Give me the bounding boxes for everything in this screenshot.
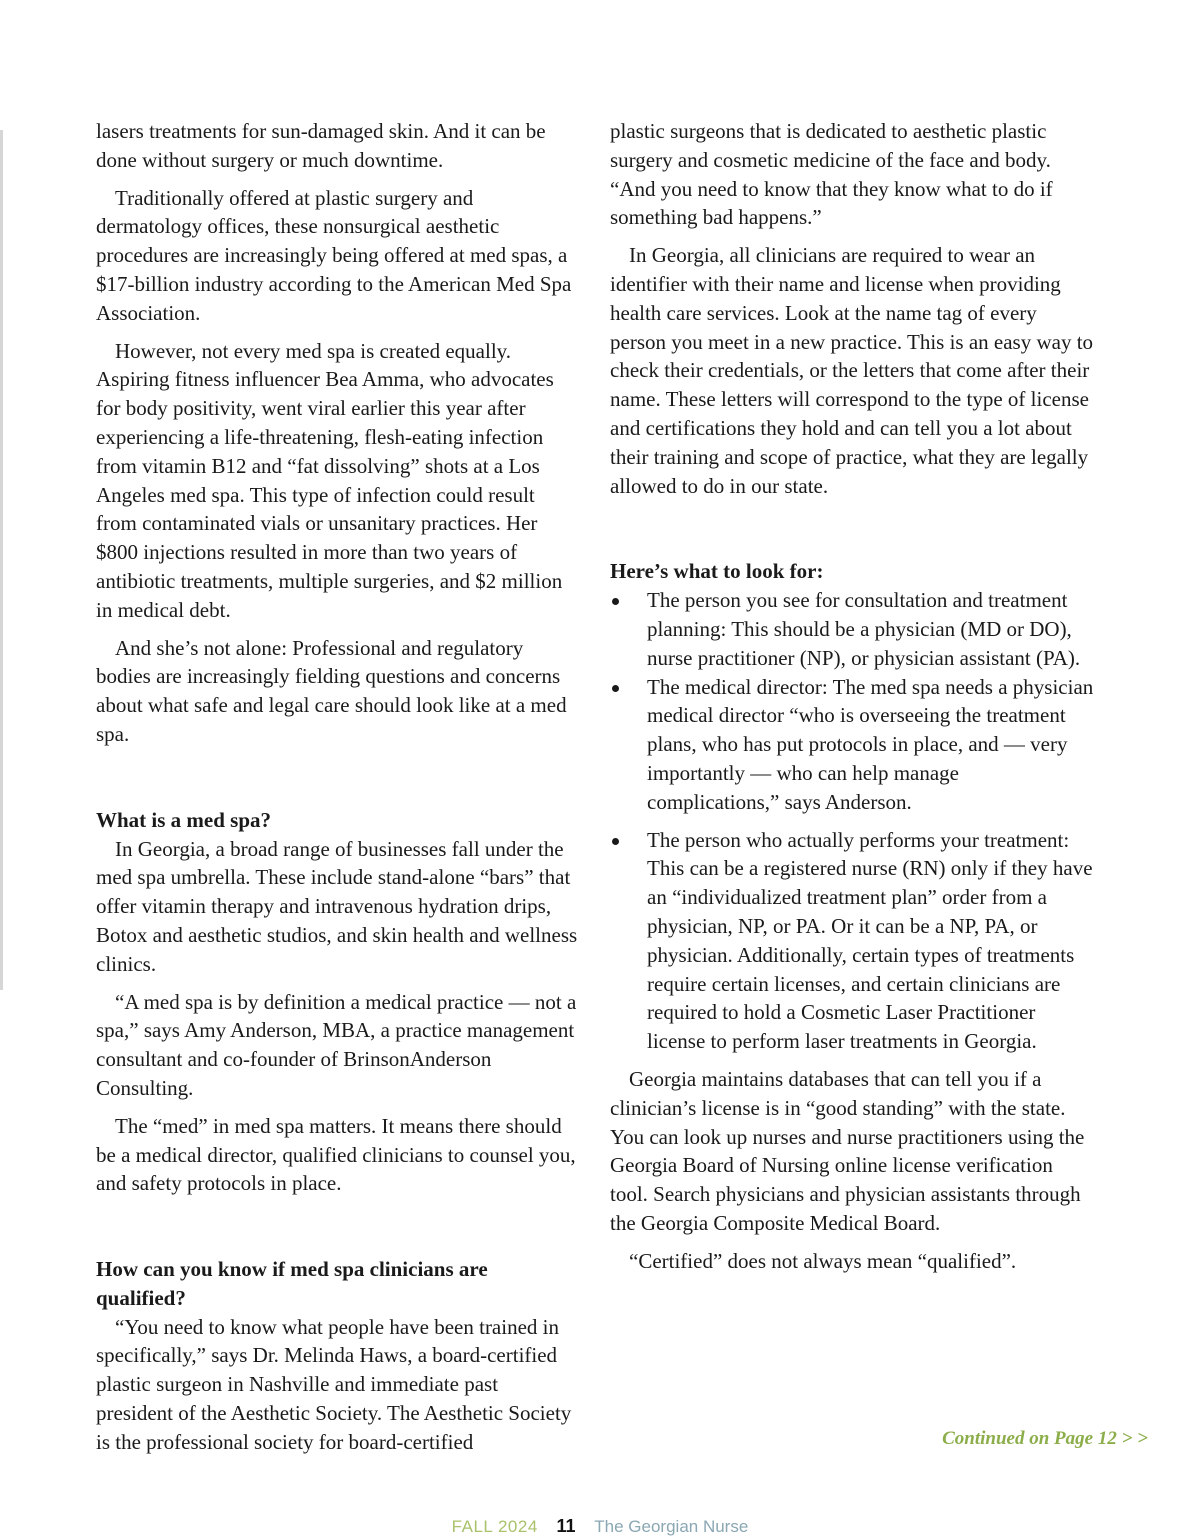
left-column <box>96 117 580 1466</box>
list-item <box>610 586 1094 672</box>
paragraph: Georgia maintains databases that can tell you if a clinician’s license is in “good standing” with the state. You can look up nurses and nurse practitioners using the Georgia Board of Nursing online license verification tool. Search physicians and physician assistants through the Georgia Composite Medical Board. <box>610 1066 1085 1235</box>
paragraph: And she’s not alone: Professional and regulatory bodies are increasingly fielding questions and concerns about what safe and legal care should look like at a med spa. <box>96 635 567 746</box>
paragraph: In Georgia, a broad range of businesses fall under the med spa umbrella. These include stand-alone “bars” that offer vitamin therapy and intravenous hydration drips, Botox and aesthetic studios, and skin health and wellness clinics. <box>96 836 578 976</box>
list-item-text: The person who actually performs your treatment: This can be a registered nurse (RN) only if they have an “individualized treatment plan” order from a physician, NP, or PA. Or it can be a NP, PA, or physician. Additionally, certain types of treatments require certain licenses, and certain clinicians are required to hold a Cosmetic Laser Practitioner license to perform laser treatments in Georgia. <box>647 827 1093 1054</box>
bullet-icon <box>612 685 619 692</box>
magazine-title: The Georgian Nurse <box>594 1517 749 1536</box>
checklist <box>610 586 1094 1056</box>
paragraph: “A med spa is by definition a medical practice — not a spa,” says Amy Anderson, MBA, a practice management consultant and co-founder of BrinsonAnderson Consulting. <box>96 989 577 1100</box>
footer-season: FALL 2024 <box>451 1517 538 1536</box>
page-number: 11 <box>556 1516 576 1536</box>
list-item <box>610 826 1094 1056</box>
section-gap <box>96 1207 580 1255</box>
section-gap <box>96 758 580 806</box>
paragraph: plastic surgeons that is dedicated to aesthetic plastic surgery and cosmetic medicine of the face and body. “And you need to know that they know what to do if something bad happens.” <box>610 119 1053 230</box>
section-gap <box>610 509 1094 557</box>
paragraph: The “med” in med spa matters. It means there should be a medical director, qualified clinicians to counsel you, and safety protocols in place. <box>96 1113 576 1196</box>
paragraph: However, not every med spa is created equally. Aspiring fitness influencer Bea Amma, who advocates for body positivity, went viral earlier this year after experiencing a life-threatening, flesh-eating infection from vitamin B12 and “fat dissolving” shots at a Los Angeles med spa. This type of infection could result from contaminated vials or unsanitary practices. Her $800 injections resulted in more than two years of antibiotic treatments, multiple surgeries, and $2 million in medical debt. <box>96 338 563 622</box>
section-heading: What is a med spa? <box>96 807 272 832</box>
paragraph: “Certified” does not always mean “qualified”. <box>629 1248 1017 1273</box>
bullet-icon <box>612 838 619 845</box>
list-item <box>610 673 1094 817</box>
section-heading: How can you know if med spa clinicians are qualified? <box>96 1257 488 1310</box>
paragraph: In Georgia, all clinicians are required to wear an identifier with their name and license when providing health care services. Look at the name tag of every person you meet in a new practice. This is an easy way to check their credentials, or the letters that come after their name. These letters will correspond to the type of license and certifications they hold and can tell you a lot about their training and scope of practice, what they are legally allowed to do in our state. <box>610 243 1094 498</box>
section-heading: Here’s what to look for: <box>610 559 824 584</box>
paragraph: “You need to know what people have been trained in specifically,” says Dr. Melinda Haws, a board-certified plastic surgeon in Nashville and immediate past president of the Aesthetic Society. The Aesthetic Society is the professional society for board-certified <box>96 1314 572 1454</box>
paragraph: lasers treatments for sun-damaged skin. And it can be done without surgery or much downtime. <box>96 119 546 172</box>
page-footer <box>0 1516 1200 1537</box>
bullet-icon <box>612 598 619 605</box>
list-item-text: The person you see for consultation and treatment planning: This should be a physician (MD or DO), nurse practitioner (NP), or physician assistant (PA). <box>647 588 1081 670</box>
list-item-text: The medical director: The med spa needs a physician medical director “who is overseeing the treatment plans, who has put protocols in place, and — very importantly — who can help manage complications,” says Anderson. <box>647 674 1094 814</box>
continued-link[interactable]: Continued on Page 12 > > <box>942 1428 1148 1449</box>
page-edge-rule <box>0 130 3 990</box>
paragraph: Traditionally offered at plastic surgery and dermatology offices, these nonsurgical aesthetic procedures are increasingly being offered at med spas, a $17-billion industry according to the American Med Spa Association. <box>96 185 572 325</box>
right-column <box>610 117 1094 1284</box>
